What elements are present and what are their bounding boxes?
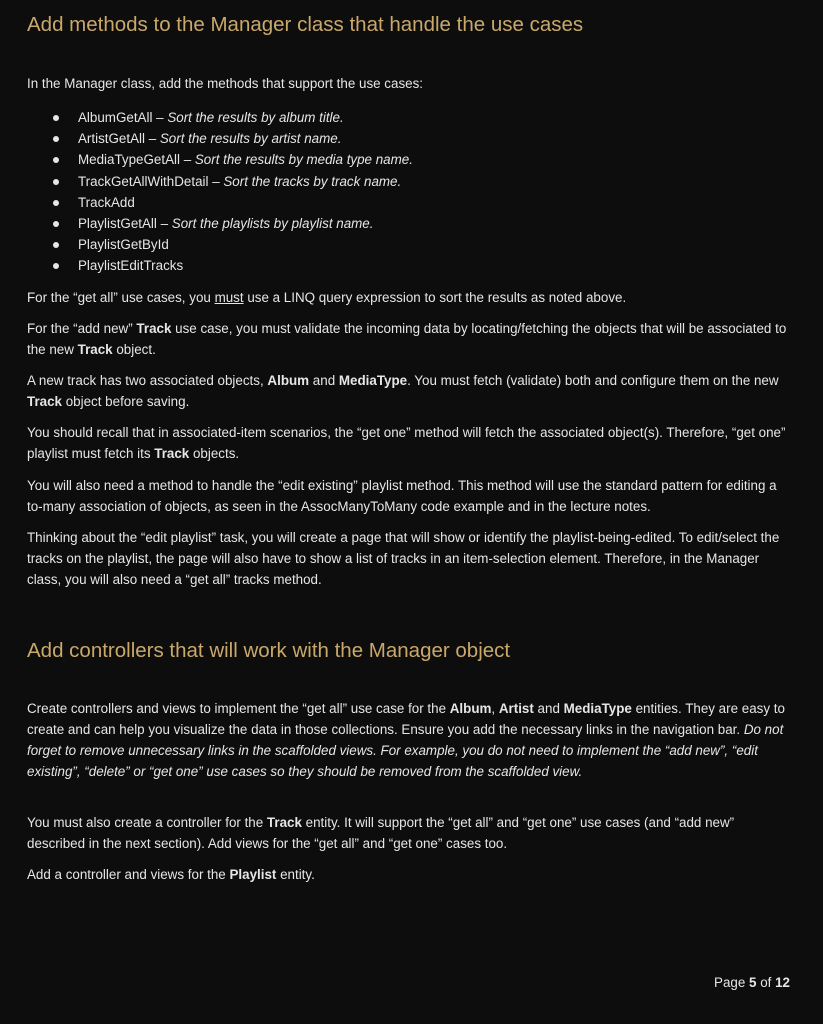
paragraph-associated-objects: A new track has two associated objects, Album and MediaType. You must fetch (validate) both and configure them on the new Track object before saving. [27, 373, 779, 409]
bullet-icon [53, 200, 59, 206]
methods-list [27, 107, 413, 277]
list-item: PlaylistGetAll – Sort the playlists by playlist name. [27, 213, 413, 234]
paragraph-get-one-playlist: You should recall that in associated-item scenarios, the “get one” method will fetch the associated object(s). Therefore, “get one” playlist must fetch its Track objects. [27, 425, 786, 461]
paragraph-controllers-views: Create controllers and views to implement the “get all” use case for the Album, Artist and MediaType entities. They are easy to create and can help you visualize the data in those collections. Ensure you add the necessary links in the navigation bar. Do not forget to remove unnecessary links in the scaffolded views. For example, you do not need to implement the “add new”, “edit existing”, “delete” or “get one” use cases so they should be removed from the scaffolded view. [27, 701, 785, 779]
paragraph-get-all-linq: For the “get all” use cases, you must use a LINQ query expression to sort the results as noted above. [27, 290, 627, 305]
page-number: Page 5 of 12 [714, 975, 790, 990]
intro-paragraph: In the Manager class, add the methods that support the use cases: [27, 76, 424, 91]
bullet-icon [53, 136, 59, 142]
section-heading-manager-methods: Add methods to the Manager class that handle the use cases [27, 13, 584, 36]
bullet-icon [53, 157, 59, 163]
paragraph-add-new-track: For the “add new” Track use case, you must validate the incoming data by locating/fetching the objects that will be associated to the new Track object. [27, 321, 787, 357]
paragraph-playlist-controller: Add a controller and views for the Playlist entity. [27, 867, 315, 882]
paragraph-edit-playlist: Thinking about the “edit playlist” task, you will create a page that will show or identify the playlist-being-edited. To edit/select the tracks on the playlist, the page will also have to show a list of tracks in an item-selection element. Therefore, in the Manager class, you will also need a “get all” tracks method. [27, 530, 780, 587]
list-item: AlbumGetAll – Sort the results by album title. [27, 107, 413, 128]
section-heading-controllers: Add controllers that will work with the Manager object [27, 639, 511, 662]
paragraph-edit-existing: You will also need a method to handle the “edit existing” playlist method. This method will use the standard pattern for editing a to-many association of objects, as seen in the AssocManyToMany code example and in the lecture notes. [27, 478, 777, 514]
bullet-icon [53, 263, 59, 269]
bullet-icon [53, 242, 59, 248]
list-item: MediaTypeGetAll – Sort the results by media type name. [27, 149, 413, 170]
list-item: TrackAdd [27, 192, 413, 213]
list-item: PlaylistGetById [27, 234, 413, 255]
bullet-icon [53, 115, 59, 121]
paragraph-track-controller: You must also create a controller for the Track entity. It will support the “get all” and “get one” use cases (and “add new” described in the next section). Add views for the “get all” and “get one” cases too. [27, 815, 735, 851]
bullet-icon [53, 221, 59, 227]
list-item: PlaylistEditTracks [27, 255, 413, 276]
bullet-icon [53, 179, 59, 185]
list-item: ArtistGetAll – Sort the results by artist name. [27, 128, 413, 149]
list-item: TrackGetAllWithDetail – Sort the tracks by track name. [27, 171, 413, 192]
